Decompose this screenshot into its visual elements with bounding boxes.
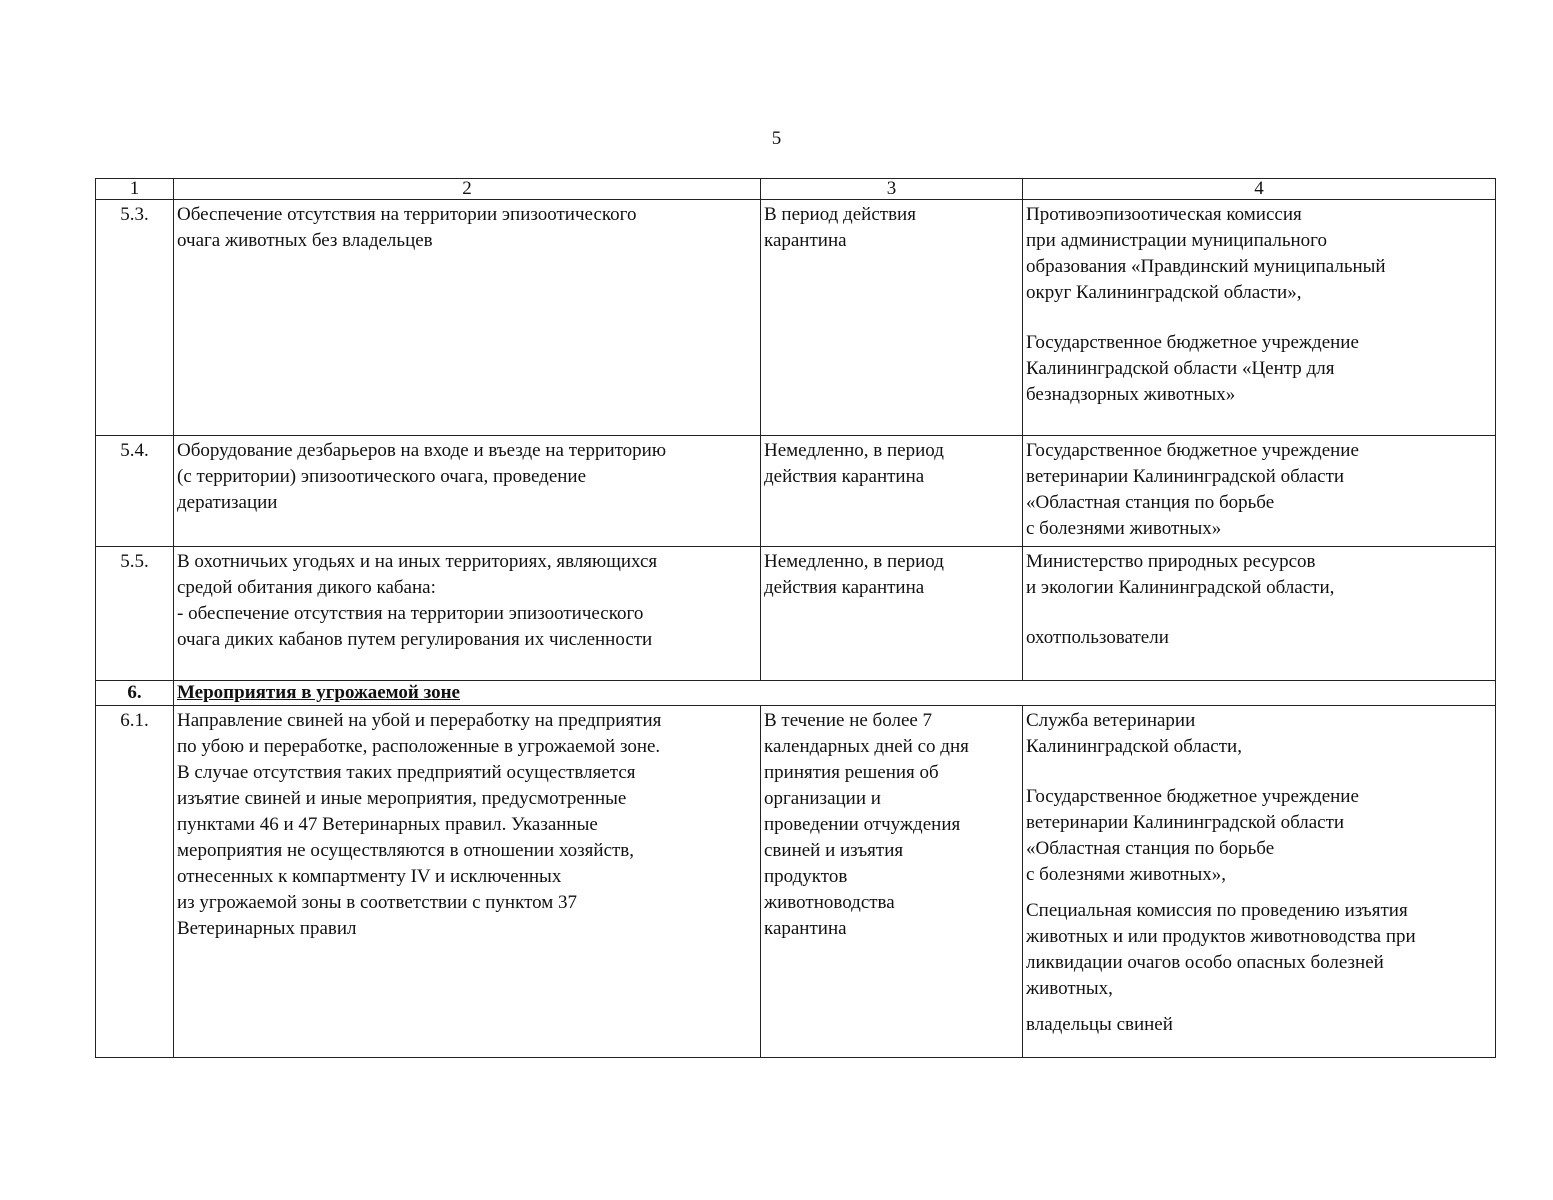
header-col-3: 3: [761, 179, 1023, 200]
responsible-line: охотпользователи: [1026, 627, 1169, 648]
table-row: [96, 706, 1496, 1058]
measure-line: из угрожаемой зоны в соответствии с пунктом 37: [177, 892, 578, 913]
responsible-cell: [1023, 706, 1496, 1058]
responsible-line: владельцы свиней: [1026, 1014, 1173, 1035]
term-line: действия карантина: [764, 577, 925, 598]
measure-line: дератизации: [177, 492, 278, 513]
row-number: 5.4.: [96, 436, 174, 547]
term-line: Немедленно, в период: [764, 551, 944, 572]
measure-line: Ветеринарных правил: [177, 918, 357, 939]
responsible-cell: [1023, 436, 1496, 547]
measure-line: В случае отсутствия таких предприятий осуществляется: [177, 762, 636, 783]
row-number: 5.3.: [96, 200, 174, 436]
term-line: продуктов: [764, 866, 848, 887]
measure-line: Направление свиней на убой и переработку на предприятия: [177, 710, 662, 731]
responsible-line: ликвидации очагов особо опасных болезней: [1026, 952, 1384, 973]
term-line: В течение не более 7: [764, 710, 933, 731]
row-number: 6.1.: [96, 706, 174, 1058]
table-row: [96, 436, 1496, 547]
term-line: животноводства: [764, 892, 895, 913]
measure-line: Обеспечение отсутствия на территории эпизоотического: [177, 204, 637, 225]
responsible-line: Государственное бюджетное учреждение: [1026, 332, 1359, 353]
term-line: карантина: [764, 918, 847, 939]
responsible-line: Калининградской области,: [1026, 736, 1242, 757]
measure-line: мероприятия не осуществляются в отношении хозяйств,: [177, 840, 635, 861]
term-line: действия карантина: [764, 466, 925, 487]
term-line: свиней и изъятия: [764, 840, 904, 861]
measure-line: по убою и переработке, расположенные в угрожаемой зоне.: [177, 736, 661, 757]
responsible-line: «Областная станция по борьбе: [1026, 838, 1275, 859]
term-line: организации и: [764, 788, 881, 809]
responsible-line: «Областная станция по борьбе: [1026, 492, 1275, 513]
term-line: карантина: [764, 230, 847, 251]
responsible-line: при администрации муниципального: [1026, 230, 1327, 251]
measure-cell: [174, 706, 761, 1058]
table-header-row: [96, 179, 1496, 200]
responsible-line: с болезнями животных»: [1026, 518, 1222, 539]
page-number: 5: [771, 128, 782, 149]
measure-line: (с территории) эпизоотического очага, проведение: [177, 466, 587, 487]
header-col-2: 2: [174, 179, 761, 200]
responsible-line: Служба ветеринарии: [1026, 710, 1196, 731]
responsible-line: Калининградской области «Центр для: [1026, 358, 1335, 379]
section-row: [96, 681, 1496, 706]
term-line: календарных дней со дня: [764, 736, 969, 757]
term-line: принятия решения об: [764, 762, 939, 783]
measure-line: очага диких кабанов путем регулирования их численности: [177, 629, 653, 650]
responsible-line: безнадзорных животных»: [1026, 384, 1236, 405]
measure-line: изъятие свиней и иные мероприятия, предусмотренные: [177, 788, 627, 809]
table-row: [96, 547, 1496, 681]
responsible-cell: [1023, 547, 1496, 681]
responsible-line: округ Калининградской области»,: [1026, 282, 1302, 303]
term-cell: [761, 547, 1023, 681]
responsible-line: Министерство природных ресурсов: [1026, 551, 1316, 572]
responsible-line: с болезнями животных»,: [1026, 864, 1226, 885]
row-number: 5.5.: [96, 547, 174, 681]
section-title: [174, 681, 1496, 706]
measure-line: пунктами 46 и 47 Ветеринарных правил. Указанные: [177, 814, 598, 835]
term-line: В период действия: [764, 204, 916, 225]
responsible-line: ветеринарии Калининградской области: [1026, 466, 1345, 487]
responsible-line: ветеринарии Калининградской области: [1026, 812, 1345, 833]
measure-cell: [174, 547, 761, 681]
responsible-line: животных и или продуктов животноводства при: [1026, 926, 1416, 947]
term-line: Немедленно, в период: [764, 440, 944, 461]
responsible-line: и экологии Калининградской области,: [1026, 577, 1335, 598]
term-cell: [761, 200, 1023, 436]
measures-table: [95, 178, 1496, 1058]
measure-line: очага животных без владельцев: [177, 230, 433, 251]
responsible-cell: [1023, 200, 1496, 436]
responsible-line: животных,: [1026, 978, 1113, 999]
measure-line: Оборудование дезбарьеров на входе и въезде на территорию: [177, 440, 667, 461]
section-number: 6.: [96, 681, 174, 706]
measure-cell: [174, 200, 761, 436]
responsible-line: Противоэпизоотическая комиссия: [1026, 204, 1302, 225]
responsible-line: Государственное бюджетное учреждение: [1026, 440, 1359, 461]
term-cell: [761, 706, 1023, 1058]
measure-line: отнесенных к компартменту IV и исключенных: [177, 866, 562, 887]
term-cell: [761, 436, 1023, 547]
measure-cell: [174, 436, 761, 547]
responsible-line: Специальная комиссия по проведению изъятия: [1026, 900, 1408, 921]
term-line: проведении отчуждения: [764, 814, 961, 835]
measure-line: В охотничьих угодьях и на иных территориях, являющихся: [177, 551, 658, 572]
table-row: [96, 200, 1496, 436]
measure-line: средой обитания дикого кабана:: [177, 577, 436, 598]
header-col-1: 1: [96, 179, 174, 200]
responsible-line: Государственное бюджетное учреждение: [1026, 786, 1359, 807]
responsible-line: образования «Правдинский муниципальный: [1026, 256, 1386, 277]
measure-line: - обеспечение отсутствия на территории эпизоотического: [177, 603, 644, 624]
header-col-4: 4: [1023, 179, 1496, 200]
section-title-text: Мероприятия в угрожаемой зоне: [177, 682, 460, 703]
